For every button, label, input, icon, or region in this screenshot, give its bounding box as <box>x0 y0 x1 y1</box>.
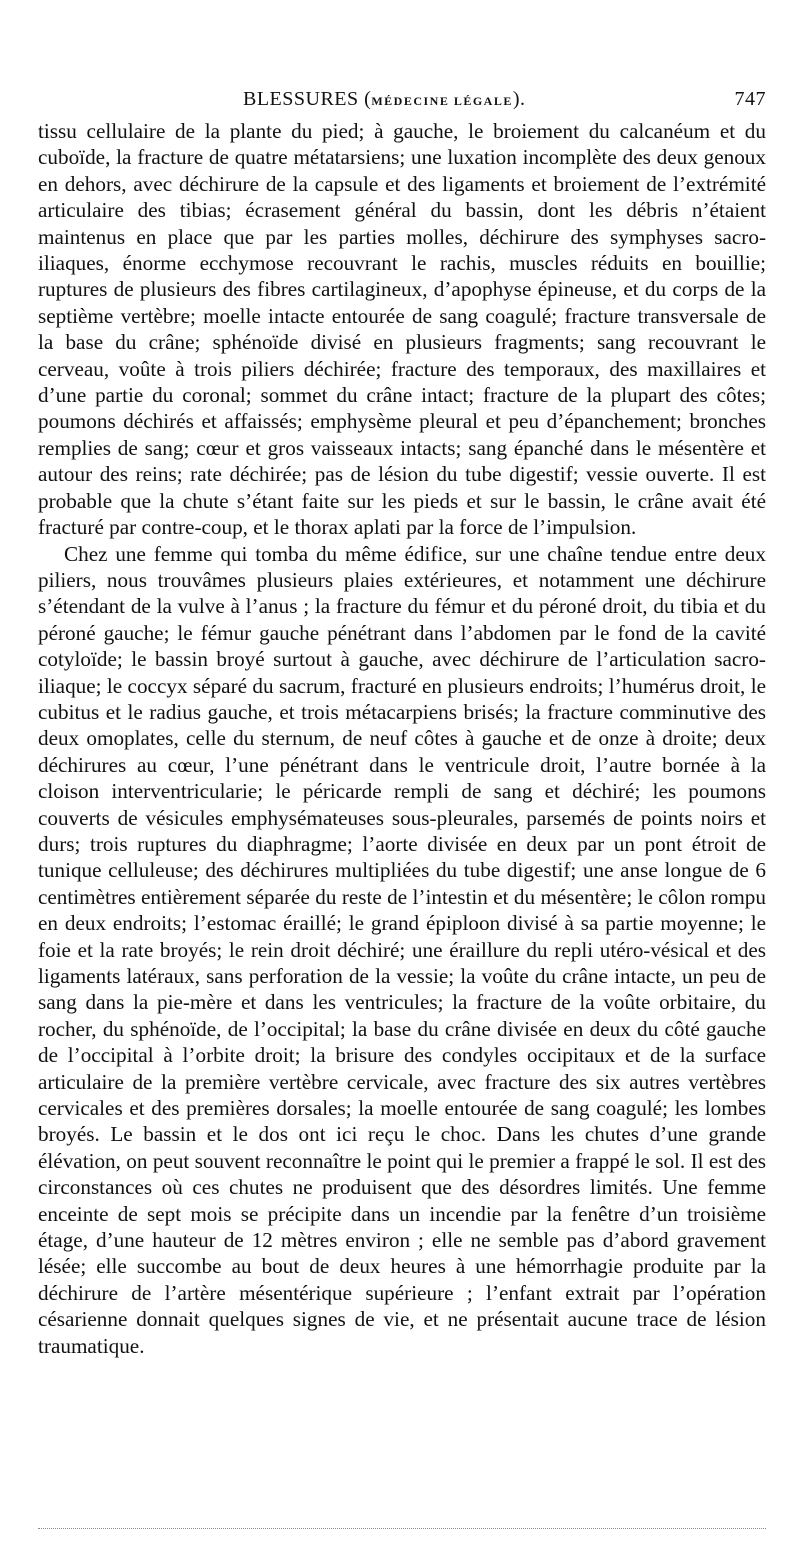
body-text <box>38 118 766 1359</box>
footer-rule <box>38 1528 766 1529</box>
paragraph-continuation: tissu cellulaire de la plante du pied; à gauche, le broiement du calcanéum et du cuboïde, la fracture de quatre métatarsiens; une luxation incomplète des deux genoux en dehors, avec déchirure de la capsule et des ligaments et broiement de l’extrémité articulaire des tibias; écrasement général du bassin, dont les débris n’étaient maintenus en place que par les parties molles, déchirure des symphyses sacro-iliaques, énorme ecchymose recouvrant le rachis, muscles réduits en bouillie; ruptures de plusieurs des fibres cartilagineux, d’apophyse épineuse, et du corps de la septième vertèbre; moelle intacte entourée de sang coagulé; fracture transversale de la base du crâne; sphénoïde divisé en plusieurs fragments; sang recouvrant le cerveau, voûte à trois piliers déchirée; fracture des temporaux, des maxillaires et d’une partie du coronal; sommet du crâne intact; fracture de la plupart des côtes; poumons déchirés et affaissés; emphysème pleural et peu d’épanchement; bronches remplies de sang; cœur et gros vaisseaux intacts; sang épanché dans le mésentère et autour des reins; rate déchirée; pas de lésion du tube digestif; vessie ouverte. Il est probable que la chute s’étant faite sur les pieds et sur le bassin, le crâne avait été fracturé par contre-coup, et le thorax aplati par la force de l’impulsion. <box>38 119 766 540</box>
book-page <box>38 88 766 1359</box>
running-title-main: BLESSURES <box>243 88 359 110</box>
running-title-paren-open: ( <box>358 88 372 110</box>
running-title-subtitle: MÉDECINE LÉGALE <box>371 94 513 108</box>
running-title-paren-close: ). <box>512 88 526 110</box>
running-title <box>243 88 526 111</box>
paragraph-second-case: Chez une femme qui tomba du même édifice, sur une chaîne tendue entre deux piliers, nous trouvâmes plusieurs plaies extérieures, et notamment une déchirure s’étendant de la vulve à l’anus ; la fracture du fémur et du péroné droit, du tibia et du péroné gauche; le fémur gauche pénétrant dans l’abdomen par le fond de la cavité cotyloïde; le bassin broyé surtout à gauche, avec déchirure de l’articulation sacro-iliaque; le coccyx séparé du sacrum, fracturé en plusieurs endroits; l’humérus droit, le cubitus et le radius gauche, et trois métacarpiens brisés; la fracture comminutive des deux omoplates, celle du sternum, de neuf côtes à gauche et de onze à droite; deux déchirures au cœur, l’une pénétrant dans le ventricule droit, l’autre bornée à la cloison interventricularie; le péricarde rempli de sang et déchiré; les poumons couverts de vésicules emphysémateuses sous-pleurales, parsemés de points noirs et durs; trois ruptures du diaphragme; l’aorte divisée en deux par un pont étroit de tunique celluleuse; des déchirures multipliées du tube digestif; une anse longue de 6 centimètres entièrement séparée du reste de l’intestin et du mésentère; le côlon rompu en deux endroits; l’estomac éraillé; le grand épiploon divisé à sa partie moyenne; le foie et la rate broyés; le rein droit déchiré; une éraillure du repli utéro-vésical et des ligaments latéraux, sans perforation de la vessie; la voûte du crâne intacte, un peu de sang dans la pie-mère et dans les ventricules; la fracture de la voûte orbitaire, du rocher, du sphénoïde, de l’occipital; la base du crâne divisée en deux du côté gauche de l’occipital à l’orbite droit; la brisure des condyles occipitaux et de la surface articulaire de la première vertèbre cervicale, avec fracture des six autres vertèbres cervicales et des premières dorsales; la moelle entourée de sang coagulé; les lombes broyés. Le bassin et le dos ont ici reçu le choc. Dans les chutes d’une grande élévation, on peut souvent reconnaître le point qui le premier a frappé le sol. Il est des circonstances où ces chutes ne produisent que des désordres limités. Une femme enceinte de sept mois se précipite dans un incendie par la fenêtre d’un troisième étage, d’une hauteur de 12 mètres environ ; elle ne semble pas d’abord gravement lésée; elle succombe au bout de deux heures à une hémorrhagie produite par la déchirure de l’artère mésentérique supérieure ; l’enfant extrait par l’opération césarienne donnait quelques signes de vie, et ne présentait aucune trace de lésion traumatique. <box>38 541 766 1358</box>
running-head <box>38 88 766 118</box>
page-number: 747 <box>734 88 766 110</box>
